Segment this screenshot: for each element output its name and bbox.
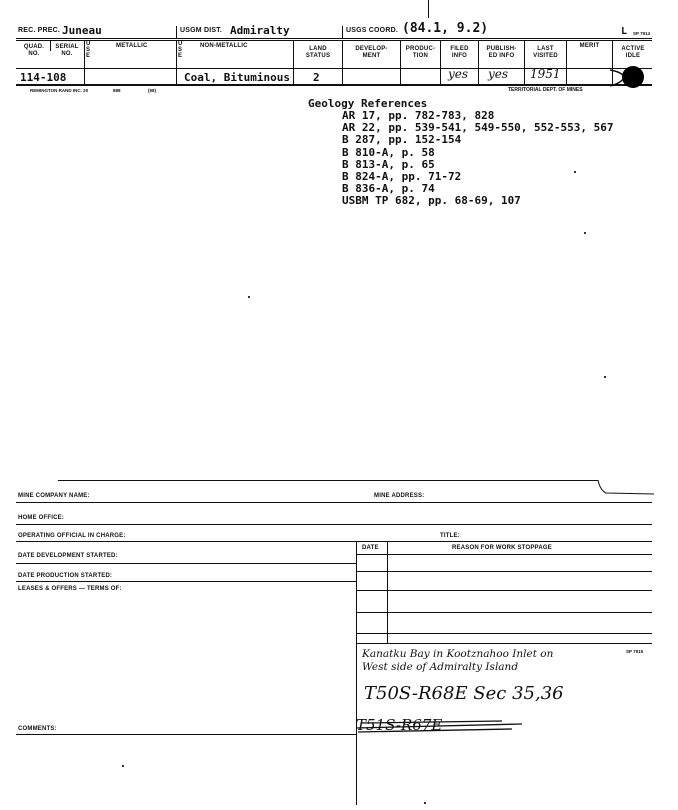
active-idle-mark-icon: [608, 66, 628, 88]
usgm-dist-label: USGM DIST.: [180, 27, 223, 34]
print-code-2: (98): [148, 88, 157, 93]
table-rule: [356, 590, 652, 591]
quad-no-label: QUAD. NO.: [23, 44, 45, 57]
usgs-coord-label: USGS COORD.: [346, 27, 398, 34]
reference-item: AR 22, pp. 539-541, 549-550, 552-553, 567: [342, 121, 614, 135]
filed-info-label: FILED INFO: [450, 46, 469, 59]
corner-letter: L: [621, 26, 628, 37]
rec-prec-label: REC. PREC.: [18, 27, 61, 34]
serial-no-label: SERIAL NO.: [55, 44, 79, 57]
divider: [176, 41, 177, 84]
last-visited-label: LAST VISITED: [533, 46, 558, 59]
filed-info-value: yes: [448, 67, 469, 81]
reference-item: B 813-A, p. 65: [342, 157, 435, 171]
table-rule: [356, 571, 652, 572]
leases-offers-label: LEASES & OFFERS — TERMS OF:: [18, 586, 122, 592]
usgm-dist-value: Admiralty: [230, 24, 290, 37]
home-office-label: HOME OFFICE:: [18, 515, 65, 521]
speck: [424, 802, 426, 804]
reason-col-label: REASON FOR WORK STOPPAGE: [452, 545, 552, 551]
reference-item: B 824-A, pp. 71-72: [342, 170, 462, 184]
divider: [176, 26, 177, 39]
top-tick: [428, 0, 429, 18]
usgs-coord-value: (84.1, 9.2): [402, 21, 489, 36]
handwritten-location-1: Kanatku Bay in Kootznahoo Inlet on: [362, 648, 554, 660]
form-number-bottom: SP 7915: [626, 649, 644, 654]
form-number-top: SP 7914: [633, 31, 651, 36]
handwritten-township: T50S-R68E Sec 35,36: [364, 683, 564, 704]
speck: [584, 232, 586, 234]
form-rule: [16, 734, 356, 735]
reference-item: AR 17, pp. 782-783, 828: [342, 109, 495, 122]
published-info-value: yes: [488, 67, 509, 81]
agency-label: TERRITORIAL DEPT. OF MINES: [508, 87, 583, 93]
use-label-metallic: U S E: [86, 41, 91, 59]
published-info-label: PUBLISH- ED INFO: [486, 46, 517, 59]
divider: [342, 26, 343, 39]
geology-heading: Geology References: [308, 97, 428, 110]
header-rule: [16, 38, 652, 39]
operating-official-label: OPERATING OFFICIAL IN CHARGE:: [18, 533, 126, 539]
quad-serial-value: 114-108: [20, 71, 67, 84]
date-col-label: DATE: [362, 545, 379, 551]
land-status-value: 2: [313, 71, 320, 84]
form-rule: [16, 563, 356, 564]
printer-credit: REMINGTON RAND INC. 20: [30, 88, 89, 93]
speck: [574, 171, 576, 173]
handwritten-struck-township: T51S-R67E: [356, 716, 443, 734]
date-production-label: DATE PRODUCTION STARTED:: [18, 573, 113, 579]
metallic-label: METALLIC: [116, 43, 148, 49]
strike-through-scribble-icon: [352, 714, 532, 738]
last-visited-value: 1951: [530, 67, 561, 81]
table-rule: [356, 612, 652, 613]
table-left-border: [356, 541, 357, 805]
speck: [248, 296, 250, 298]
reference-item: USBM TP 682, pp. 68-69, 107: [342, 194, 521, 208]
form-rule: [16, 502, 652, 503]
speck: [604, 376, 606, 378]
reference-item: B 810-A, p. 58: [342, 145, 435, 159]
handwritten-location-2: West side of Admiralty Island: [362, 661, 519, 673]
use-label-nonmetallic: U S E: [178, 41, 183, 59]
non-metallic-label: NON-METALLIC: [200, 43, 248, 49]
land-status-label: LAND STATUS: [305, 46, 331, 59]
geology-reference-list: [342, 110, 614, 208]
date-development-label: DATE DEVELOPMENT STARTED:: [18, 553, 118, 559]
speck: [122, 765, 124, 767]
rec-prec-value: Juneau: [62, 24, 102, 37]
row-rule-bottom: [16, 84, 652, 86]
divider: [84, 41, 85, 84]
table-rule: [356, 554, 652, 555]
torn-edge-line: [58, 480, 598, 481]
table-rule: [356, 633, 652, 634]
form-rule: [16, 541, 652, 542]
non-metallic-value: Coal, Bituminous: [184, 71, 290, 84]
form-rule: [16, 581, 356, 582]
merit-label: MERIT: [579, 43, 600, 49]
table-column-divider: [387, 541, 388, 643]
reference-item: B 287, pp. 152-154: [342, 133, 462, 147]
torn-corner-mark-icon: [596, 478, 656, 500]
mine-address-label: MINE ADDRESS:: [374, 493, 425, 499]
form-rule: [16, 524, 652, 525]
handwriting-box-top: [356, 643, 652, 644]
mine-company-label: MINE COMPANY NAME:: [18, 493, 90, 499]
title-label: TITLE:: [440, 533, 460, 539]
print-code-1: 888: [113, 88, 121, 93]
active-idle-label: ACTIVE IDLE: [621, 46, 645, 59]
production-label: PRODUC- TION: [405, 46, 436, 59]
reference-item: B 836-A, p. 74: [342, 182, 435, 196]
development-label: DEVELOP- MENT: [355, 46, 388, 59]
comments-label: COMMENTS:: [18, 726, 57, 732]
header-rule-2: [16, 40, 652, 41]
